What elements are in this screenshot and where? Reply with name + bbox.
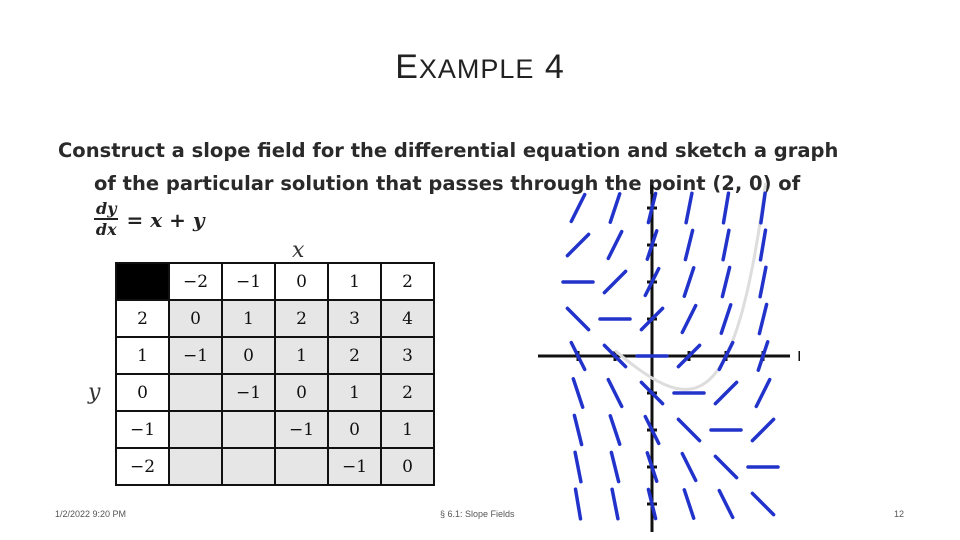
table-cell: 4 [381,300,434,337]
table-row [116,411,434,448]
slope-segment [571,195,584,222]
slope-segment [575,452,581,481]
slope-segment [612,489,618,518]
fraction-denominator: dx [95,220,117,239]
table-row [116,448,434,485]
table-cell [222,411,275,448]
table-cell: 0 [222,337,275,374]
title-number: 4 [544,48,565,86]
table-cell: 2 [381,374,434,411]
slope-segment [611,452,618,481]
table-x-header: 1 [328,263,381,300]
slope-segment [715,456,736,477]
slope-segment [567,308,588,329]
table-cell [169,411,222,448]
table-cell: −1 [275,411,328,448]
slope-segment [610,194,619,222]
table-cell [169,448,222,485]
slope-segment [761,193,765,223]
slope-segment [722,267,729,296]
table-y-label: y [88,380,101,405]
slope-segment [685,230,692,259]
table-header-row [116,263,434,300]
prompt-line-1: Construct a slope field for the differential equation and sketch a graph [58,139,839,162]
table-x-label: x [292,238,305,263]
slope-segment [752,419,773,440]
table-corner-cell [116,263,169,300]
table-cell: 0 [169,300,222,337]
slope-segment [576,489,581,519]
prompt-line-2: of the particular solution that passes through the point (2, 0) of [94,172,801,195]
table-cell: 1 [328,374,381,411]
table-cell: 0 [328,411,381,448]
fraction-numerator: dy [96,199,117,218]
slide-title [0,48,960,87]
table-cell: 0 [275,374,328,411]
slope-segment [567,234,588,255]
slope-segment [604,271,625,292]
slope-segment [682,306,695,333]
slope-table [115,262,435,486]
slope-field-graph [520,180,800,540]
table-cell: 2 [328,337,381,374]
footer-page-number: 12 [894,509,905,519]
table-cell: 3 [381,337,434,374]
slope-segment [723,230,729,259]
slope-segment [684,268,693,296]
slope-segment [715,382,736,403]
table-x-header: 0 [275,263,328,300]
table-y-header: 2 [116,300,169,337]
table-y-header: 0 [116,374,169,411]
title-rest: XAMPLE [418,54,535,84]
slope-segment [574,415,581,444]
table-row [116,337,434,374]
slope-segment [684,490,693,518]
footer-section: § 6.1: Slope Fields [440,509,515,519]
table-cell: 1 [222,300,275,337]
table-cell: −1 [328,448,381,485]
table-x-header: −1 [222,263,275,300]
slope-segment [719,491,732,518]
table-cell [169,374,222,411]
slope-segment [573,379,582,407]
table-cell: −1 [222,374,275,411]
derivative-fraction [94,200,118,240]
table-cell [275,448,328,485]
equation-rhs: = x + y [126,208,205,232]
table-x-header: 2 [381,263,434,300]
slope-segment [759,304,766,333]
slope-segment [752,493,773,514]
slope-segment [724,193,729,223]
table-y-header: −1 [116,411,169,448]
slope-segment [761,230,766,260]
slope-segment [608,380,621,407]
slope-segment [608,232,621,259]
slope-segment [610,416,619,444]
slope-segment [682,454,695,481]
slope-segment [756,380,769,407]
table-y-header: 1 [116,337,169,374]
slope-segment [686,193,692,222]
title-first-letter: E [395,48,419,86]
table-row [116,300,434,337]
table-x-header: −2 [169,263,222,300]
slope-segment [760,267,766,296]
footer-date: 1/2/2022 9:20 PM [55,509,127,519]
table-cell: 3 [328,300,381,337]
slope-segment [678,419,699,440]
table-cell: −1 [169,337,222,374]
table-cell [222,448,275,485]
table-cell: 1 [275,337,328,374]
table-y-header: −2 [116,448,169,485]
slope-segment [721,305,730,333]
table-cell: 2 [275,300,328,337]
table-row [116,374,434,411]
table-cell: 1 [381,411,434,448]
differential-equation [94,200,204,240]
table-cell: 0 [381,448,434,485]
